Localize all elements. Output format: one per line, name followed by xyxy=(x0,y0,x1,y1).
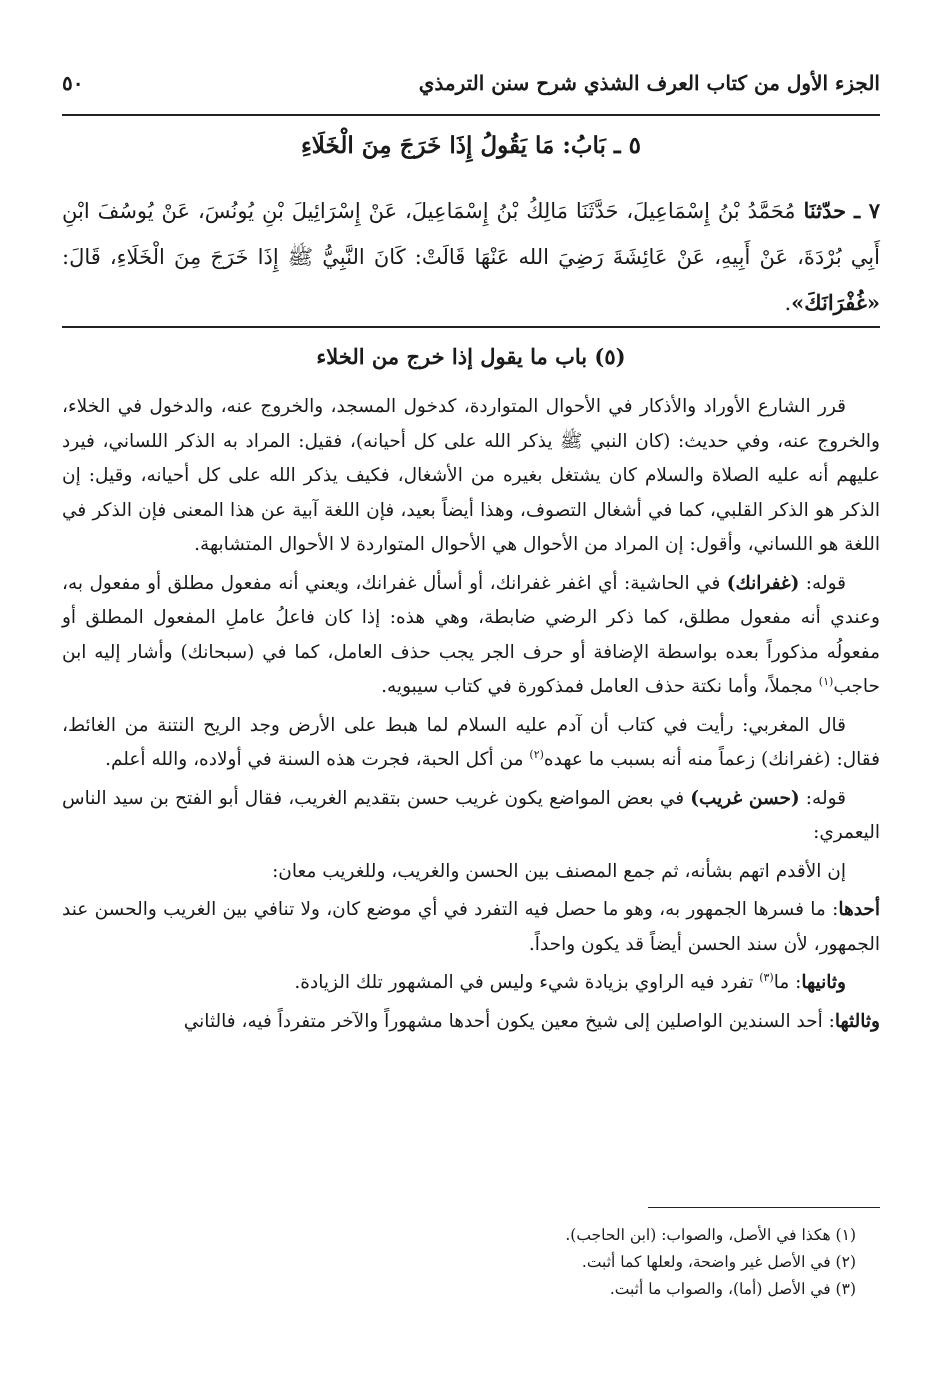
footnote-rule xyxy=(648,1207,880,1208)
p2-term: (غفرانك) xyxy=(726,572,800,594)
commentary-body xyxy=(62,390,880,1043)
commentary-paragraph-6 xyxy=(62,893,880,962)
page-number: ٥٠ xyxy=(62,71,84,95)
section-rule xyxy=(62,326,880,328)
p2-lead: قوله: xyxy=(799,572,846,594)
book-page xyxy=(62,0,880,1382)
p7-term: وثانيها xyxy=(801,972,846,993)
p3-text-b: من أكل الحبة، فجرت هذه السنة في أولاده، والله أعلم. xyxy=(105,749,530,770)
footnotes xyxy=(62,1222,856,1303)
hadith-end: . xyxy=(784,291,792,315)
footnote-2: (٢) في الأصل غير واضحة، ولعلها كما أثبت. xyxy=(581,1253,856,1271)
commentary-paragraph-2 xyxy=(62,567,880,705)
commentary-paragraph-3 xyxy=(62,709,880,778)
footnote-3: (٣) في الأصل (أما)، والصواب ما أثبت. xyxy=(609,1280,856,1298)
chapter-title: ٥ ـ بَابُ: مَا يَقُولُ إِذَا خَرَجَ مِنَ الْخَلَاءِ xyxy=(300,132,642,159)
commentary-title: (٥) باب ما يقول إذا خرج من الخلاء xyxy=(316,344,626,369)
hadith-body: مُحَمَّدُ بْنُ إِسْمَاعِيلَ، حَدَّثَنَا مَالِكُ بْنُ إِسْمَاعِيلَ، عَنْ إِسْرَائِيلَ بْنِ يُونُسَ، عَنْ يُوسُفَ ابْنِ أَبِي بُرْدَةَ، عَنْ أَبِيهِ، عَنْ عَائِشَةَ رَضِيَ الله عَنْهَا قَالَتْ: كَانَ النَّبِيُّ ﷺ إِذَا خَرَجَ مِنَ الْخَلَاءِ، قَالَ: xyxy=(62,199,880,269)
p8-text: : أحد السندين الواصلين إلى شيخ معين يكون أحدها مشهوراً والآخر متفرداً فيه، فالثاني xyxy=(183,1010,835,1032)
p2-text-b: مجملاً، وأما نكتة حذف العامل فمذكورة في كتاب سيبويه. xyxy=(381,676,819,697)
hadith-text xyxy=(62,188,880,326)
p6-term: أحدها xyxy=(838,899,880,920)
p2-text-a: في الحاشية: أي اغفر غفرانك، أو أسأل غفرانك، ويعني أنه مفعول مطلق أو مفعول به، وعندي أنه مفعول مطلق، كما ذكر الرضي ضابطة، وهي هذه: إذا كان فاعلُ عاملِ المفعول المطلق أو مفعولُه مذكوراً بعده بواسطة الإضافة أو حرف الجر يجب حذف العامل، كما في (سبحانك) وأشار إليه ابن حاجب xyxy=(62,572,880,697)
p6-text: : ما فسرها الجمهور به، وهو ما حصل فيه التفرد في أي موضع كان، ولا تنافي بين الغريب والحسن عند الجمهور، لأن سند الحسن أيضاً قد يكون واحداً. xyxy=(62,899,880,955)
footnote-ref-2[interactable]: (٢) xyxy=(529,747,544,761)
commentary-paragraph-8 xyxy=(62,1005,880,1040)
hadith-ghufranak: «غُفْرَانَكَ» xyxy=(791,290,880,315)
p3-text-a: قال المغربي: رأيت في كتاب أن آدم عليه السلام لما هبط على الأرض وجد الريح النتنة من الغائط، فقال: (غفرانك) زعماً منه أنه بسبب ما عهده xyxy=(62,714,880,770)
p4-lead: قوله: xyxy=(799,787,846,809)
running-title: الجزء الأول من كتاب العرف الشذي شرح سنن الترمذي xyxy=(418,71,880,95)
commentary-paragraph-4 xyxy=(62,782,880,851)
footnote-ref-1[interactable]: (١) xyxy=(818,674,834,688)
p7-text-a: : ما xyxy=(773,972,802,993)
commentary-paragraph-5: إن الأقدم اتهم بشأنه، ثم جمع المصنف بين الحسن والغريب، وللغريب معان: xyxy=(272,860,846,882)
hadith-number: ٧ ـ xyxy=(853,198,880,223)
footnote-1: (١) هكذا في الأصل، والصواب: (ابن الحاجب). xyxy=(565,1226,856,1244)
footnote-ref-3[interactable]: (٣) xyxy=(759,970,774,984)
haddathana-word: حدّثنَا xyxy=(803,198,847,223)
commentary-paragraph-7 xyxy=(62,966,880,1001)
p8-term: وثالثها xyxy=(834,1010,880,1032)
p4-term: (حسن غريب) xyxy=(690,787,800,809)
page-header xyxy=(62,66,880,100)
p4-text-a: في بعض المواضع يكون غريب حسن بتقديم الغريب، فقال أبو الفتح بن سيد الناس اليعمري: xyxy=(62,787,880,843)
commentary-paragraph-1: قرر الشارع الأوراد والأذكار في الأحوال المتواردة، كدخول المسجد، والخروج عنه، والدخول في الخلاء، والخروج عنه، وفي حديث: (كان النبي ﷺ يذكر الله على كل أحيانه)، فقيل: المراد به الذكر اللساني، فيرد عليهم أنه عليه الصلاة والسلام كان يشتغل بغيره من الأشغال، فكيف يذكر الله على كل أحيانه، وقيل: إن الذكر هو الذكر القلبي، كما في أشغال التصوف، وهذا أيضاً بعيد، فإن اللغة آبية عن هذا المعنى فإن الذكر في اللغة هو اللساني، وأقول: إن المراد من الأحوال هي الأحوال المتواردة لا الأحوال المتشابهة. xyxy=(62,396,880,555)
p7-text-b: تفرد فيه الراوي بزيادة شيء وليس في المشهور تلك الزيادة. xyxy=(294,972,760,993)
header-rule xyxy=(62,114,880,116)
